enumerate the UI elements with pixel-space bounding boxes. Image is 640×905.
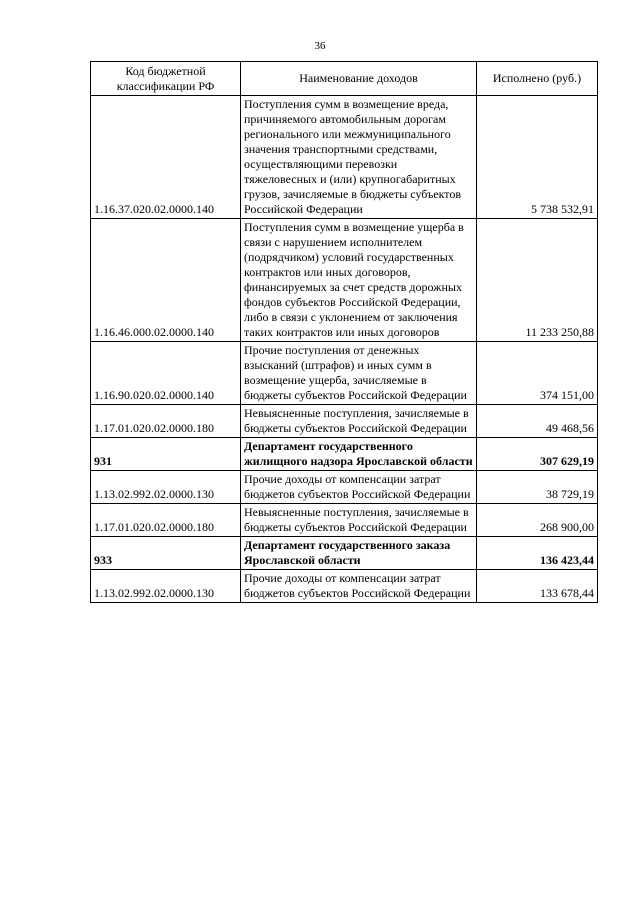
executed-amount-cell: 5 738 532,91 xyxy=(477,96,598,219)
budget-code-cell: 933 xyxy=(91,537,241,570)
revenue-name-cell: Прочие поступления от денежных взысканий (штрафов) и иных сумм в возмещение ущерба, зачисляемые в бюджеты субъектов Российской Федерации xyxy=(241,342,477,405)
header-executed-amount: Исполнено (руб.) xyxy=(477,62,598,96)
budget-code-cell: 1.13.02.992.02.0000.130 xyxy=(91,471,241,504)
revenue-name-cell: Невыясненные поступления, зачисляемые в бюджеты субъектов Российской Федерации xyxy=(241,504,477,537)
table-row xyxy=(91,570,598,603)
revenue-name-cell: Департамент государственного жилищного надзора Ярославской области xyxy=(241,438,477,471)
revenue-name-cell: Невыясненные поступления, зачисляемые в бюджеты субъектов Российской Федерации xyxy=(241,405,477,438)
budget-code-cell: 1.16.37.020.02.0000.140 xyxy=(91,96,241,219)
revenue-name-cell: Прочие доходы от компенсации затрат бюджетов субъектов Российской Федерации xyxy=(241,471,477,504)
executed-amount-cell: 136 423,44 xyxy=(477,537,598,570)
budget-code-cell: 1.17.01.020.02.0000.180 xyxy=(91,504,241,537)
budget-code-cell: 1.16.90.020.02.0000.140 xyxy=(91,342,241,405)
table-row xyxy=(91,438,598,471)
executed-amount-cell: 133 678,44 xyxy=(477,570,598,603)
table-row xyxy=(91,504,598,537)
revenue-name-cell: Поступления сумм в возмещение вреда, причиняемого автомобильным дорогам регионального или межмуниципального значения транспортными средствами, осуществляющими перевозки тяжеловесных и (или) крупногабаритных грузов, зачисляемые в бюджеты субъектов Российской Федерации xyxy=(241,96,477,219)
table-row xyxy=(91,342,598,405)
table-row xyxy=(91,405,598,438)
executed-amount-cell: 38 729,19 xyxy=(477,471,598,504)
budget-code-cell: 1.16.46.000.02.0000.140 xyxy=(91,219,241,342)
executed-amount-cell: 307 629,19 xyxy=(477,438,598,471)
revenue-name-cell: Департамент государственного заказа Ярославской области xyxy=(241,537,477,570)
table-row xyxy=(91,471,598,504)
page-number: 36 xyxy=(314,40,326,52)
table-header-row xyxy=(91,62,598,96)
executed-amount-cell: 11 233 250,88 xyxy=(477,219,598,342)
budget-code-cell: 1.17.01.020.02.0000.180 xyxy=(91,405,241,438)
table-row xyxy=(91,537,598,570)
revenue-name-cell: Поступления сумм в возмещение ущерба в связи с нарушением исполнителем (подрядчиком) условий государственных контрактов или иных договоров, финансируемых за счет средств дорожных фондов субъектов Российской Федерации, либо в связи с уклонением от заключения таких контрактов или иных договоров xyxy=(241,219,477,342)
budget-code-cell: 1.13.02.992.02.0000.130 xyxy=(91,570,241,603)
header-budget-code: Код бюджетной классификации РФ xyxy=(91,62,241,96)
executed-amount-cell: 268 900,00 xyxy=(477,504,598,537)
executed-amount-cell: 49 468,56 xyxy=(477,405,598,438)
budget-code-cell: 931 xyxy=(91,438,241,471)
table-row xyxy=(91,219,598,342)
revenue-table xyxy=(90,61,598,603)
table-row xyxy=(91,96,598,219)
header-revenue-name: Наименование доходов xyxy=(241,62,477,96)
executed-amount-cell: 374 151,00 xyxy=(477,342,598,405)
revenue-name-cell: Прочие доходы от компенсации затрат бюджетов субъектов Российской Федерации xyxy=(241,570,477,603)
